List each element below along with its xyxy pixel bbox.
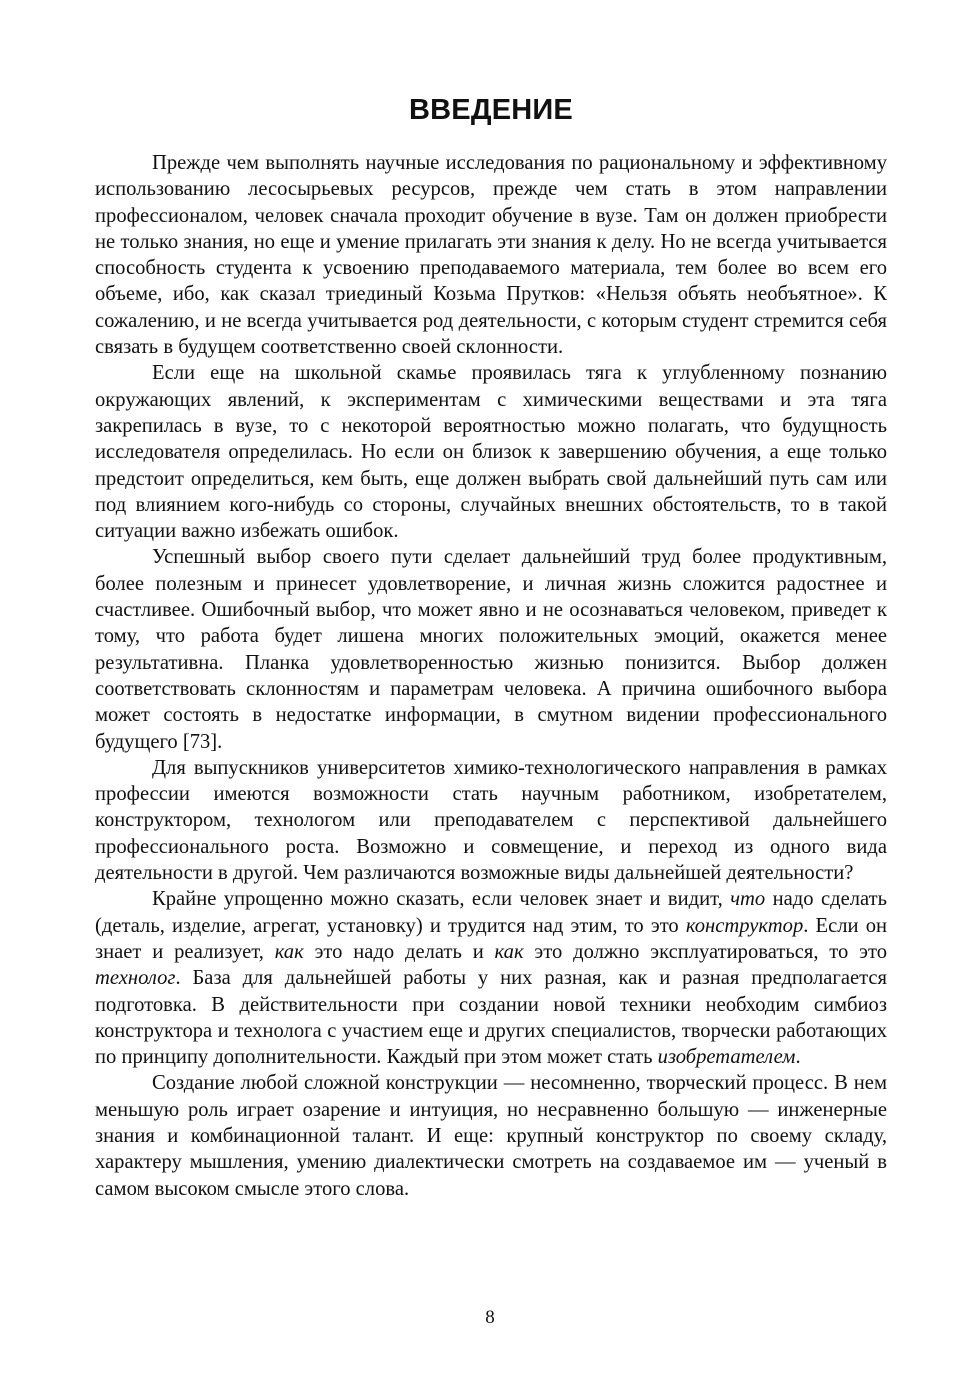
page-title: ВВЕДЕНИЕ bbox=[409, 94, 573, 126]
paragraph-5-text: . bbox=[795, 1046, 801, 1069]
emphasis-chto: что bbox=[730, 888, 766, 911]
paragraph-5-text: это должно эксплуатироваться, то это bbox=[523, 940, 887, 963]
body-text bbox=[95, 150, 887, 1202]
paragraph-1: Прежде чем выполнять научные исследования по рациональному и эффективному использованию лесосырьевых ресурсов, прежде чем стать в этом направлении профессионалом, человек сначала проходит обучение в вузе. Там он должен приобрести не только знания, но еще и умение прилагать эти знания к делу. Но не всегда учитывается способность студента к усвоению преподаваемого материала, тем более во всем его объеме, ибо, как сказал триединый Козьма Прутков: «Нельзя объять необъятное». К сожалению, и не всегда учитывается род деятельности, с которым студент стремится себя связать в будущем соответственно своей склонности. bbox=[95, 152, 887, 359]
paragraph-3: Успешный выбор своего пути сделает дальнейший труд более продуктивным, более полезным и принесет удовлетворение, и личная жизнь сложится радостнее и счастливее. Ошибочный выбор, что может явно и не осознаваться человеком, приведет к тому, что работа будет лишена многих положительных эмоций, окажется менее результативна. Планка удовлетворенностью жизнью понизится. Выбор должен соответствовать склонностям и параметрам человека. А причина ошибочного выбора может состоять в недостатке информации, в смутном видении профессионального будущего [73]. bbox=[95, 546, 887, 753]
paragraph-6: Создание любой сложной конструкции — несомненно, творческий процесс. В нем меньшую роль играет озарение и интуиция, но несравненно большую — инженерные знания и комбинационной талант. И еще: крупный конструктор по своему складу, характеру мышления, умению диалектически смотреть на создаваемое им — ученый в самом высоком смысле этого слова. bbox=[95, 1072, 887, 1200]
paragraph-5-text: . База для дальнейшей работы у них разная, как и разная предполагается подготовка. В действительности при создании новой техники необходим симбиоз конструктора и технолога с участием еще и других специалистов, творчески работающих по принципу дополнительности. Каждый при этом может стать bbox=[95, 967, 887, 1069]
page-number: 8 bbox=[485, 1307, 495, 1328]
emphasis-tekhnolog: технолог bbox=[95, 967, 176, 990]
paragraph-4: Для выпускников университетов химико-технологического направления в рамках профессии имеются возможности стать научным работником, изобретателем, конструктором, технологом или преподавателем с перспективой дальнейшего профессионального роста. Возможно и совмещение, и переход из одного вида деятельности в другой. Чем различаются возможные виды дальнейшей деятельности? bbox=[95, 756, 887, 885]
paragraph-5 bbox=[95, 886, 887, 1070]
paragraph-5-text: Крайне упрощенно можно сказать, если человек знает и видит, bbox=[152, 888, 731, 911]
paragraph-2: Если еще на школьной скамье проявилась тяга к углубленному познанию окружающих явлений, к экспериментам с химическими веществами и эта тяга закрепилась в вузе, то с некоторой вероятностью можно полагать, что будущность исследователя определилась. Но если он близок к завершению обучения, а еще только предстоит определиться, кем быть, еще должен выбрать свой дальнейший путь сам или под влиянием кого-нибудь со стороны, случайных внешних обстоятельств, то в такой ситуации важно избежать ошибок. bbox=[95, 362, 887, 543]
document-page bbox=[95, 92, 887, 1202]
emphasis-izobretatelem: изобретателем bbox=[657, 1046, 796, 1069]
emphasis-konstruktor: конструктор bbox=[685, 914, 804, 937]
emphasis-kak: как bbox=[494, 940, 524, 963]
emphasis-kak: как bbox=[274, 940, 304, 963]
paragraph-5-text: это надо делать и bbox=[303, 940, 495, 963]
paragraph-5-text: надо сделать (деталь, изделие, агрегат, установку) и трудится над этим, то это bbox=[95, 888, 887, 937]
paragraph-5-text: . Если он знает и реализует, bbox=[95, 914, 888, 963]
